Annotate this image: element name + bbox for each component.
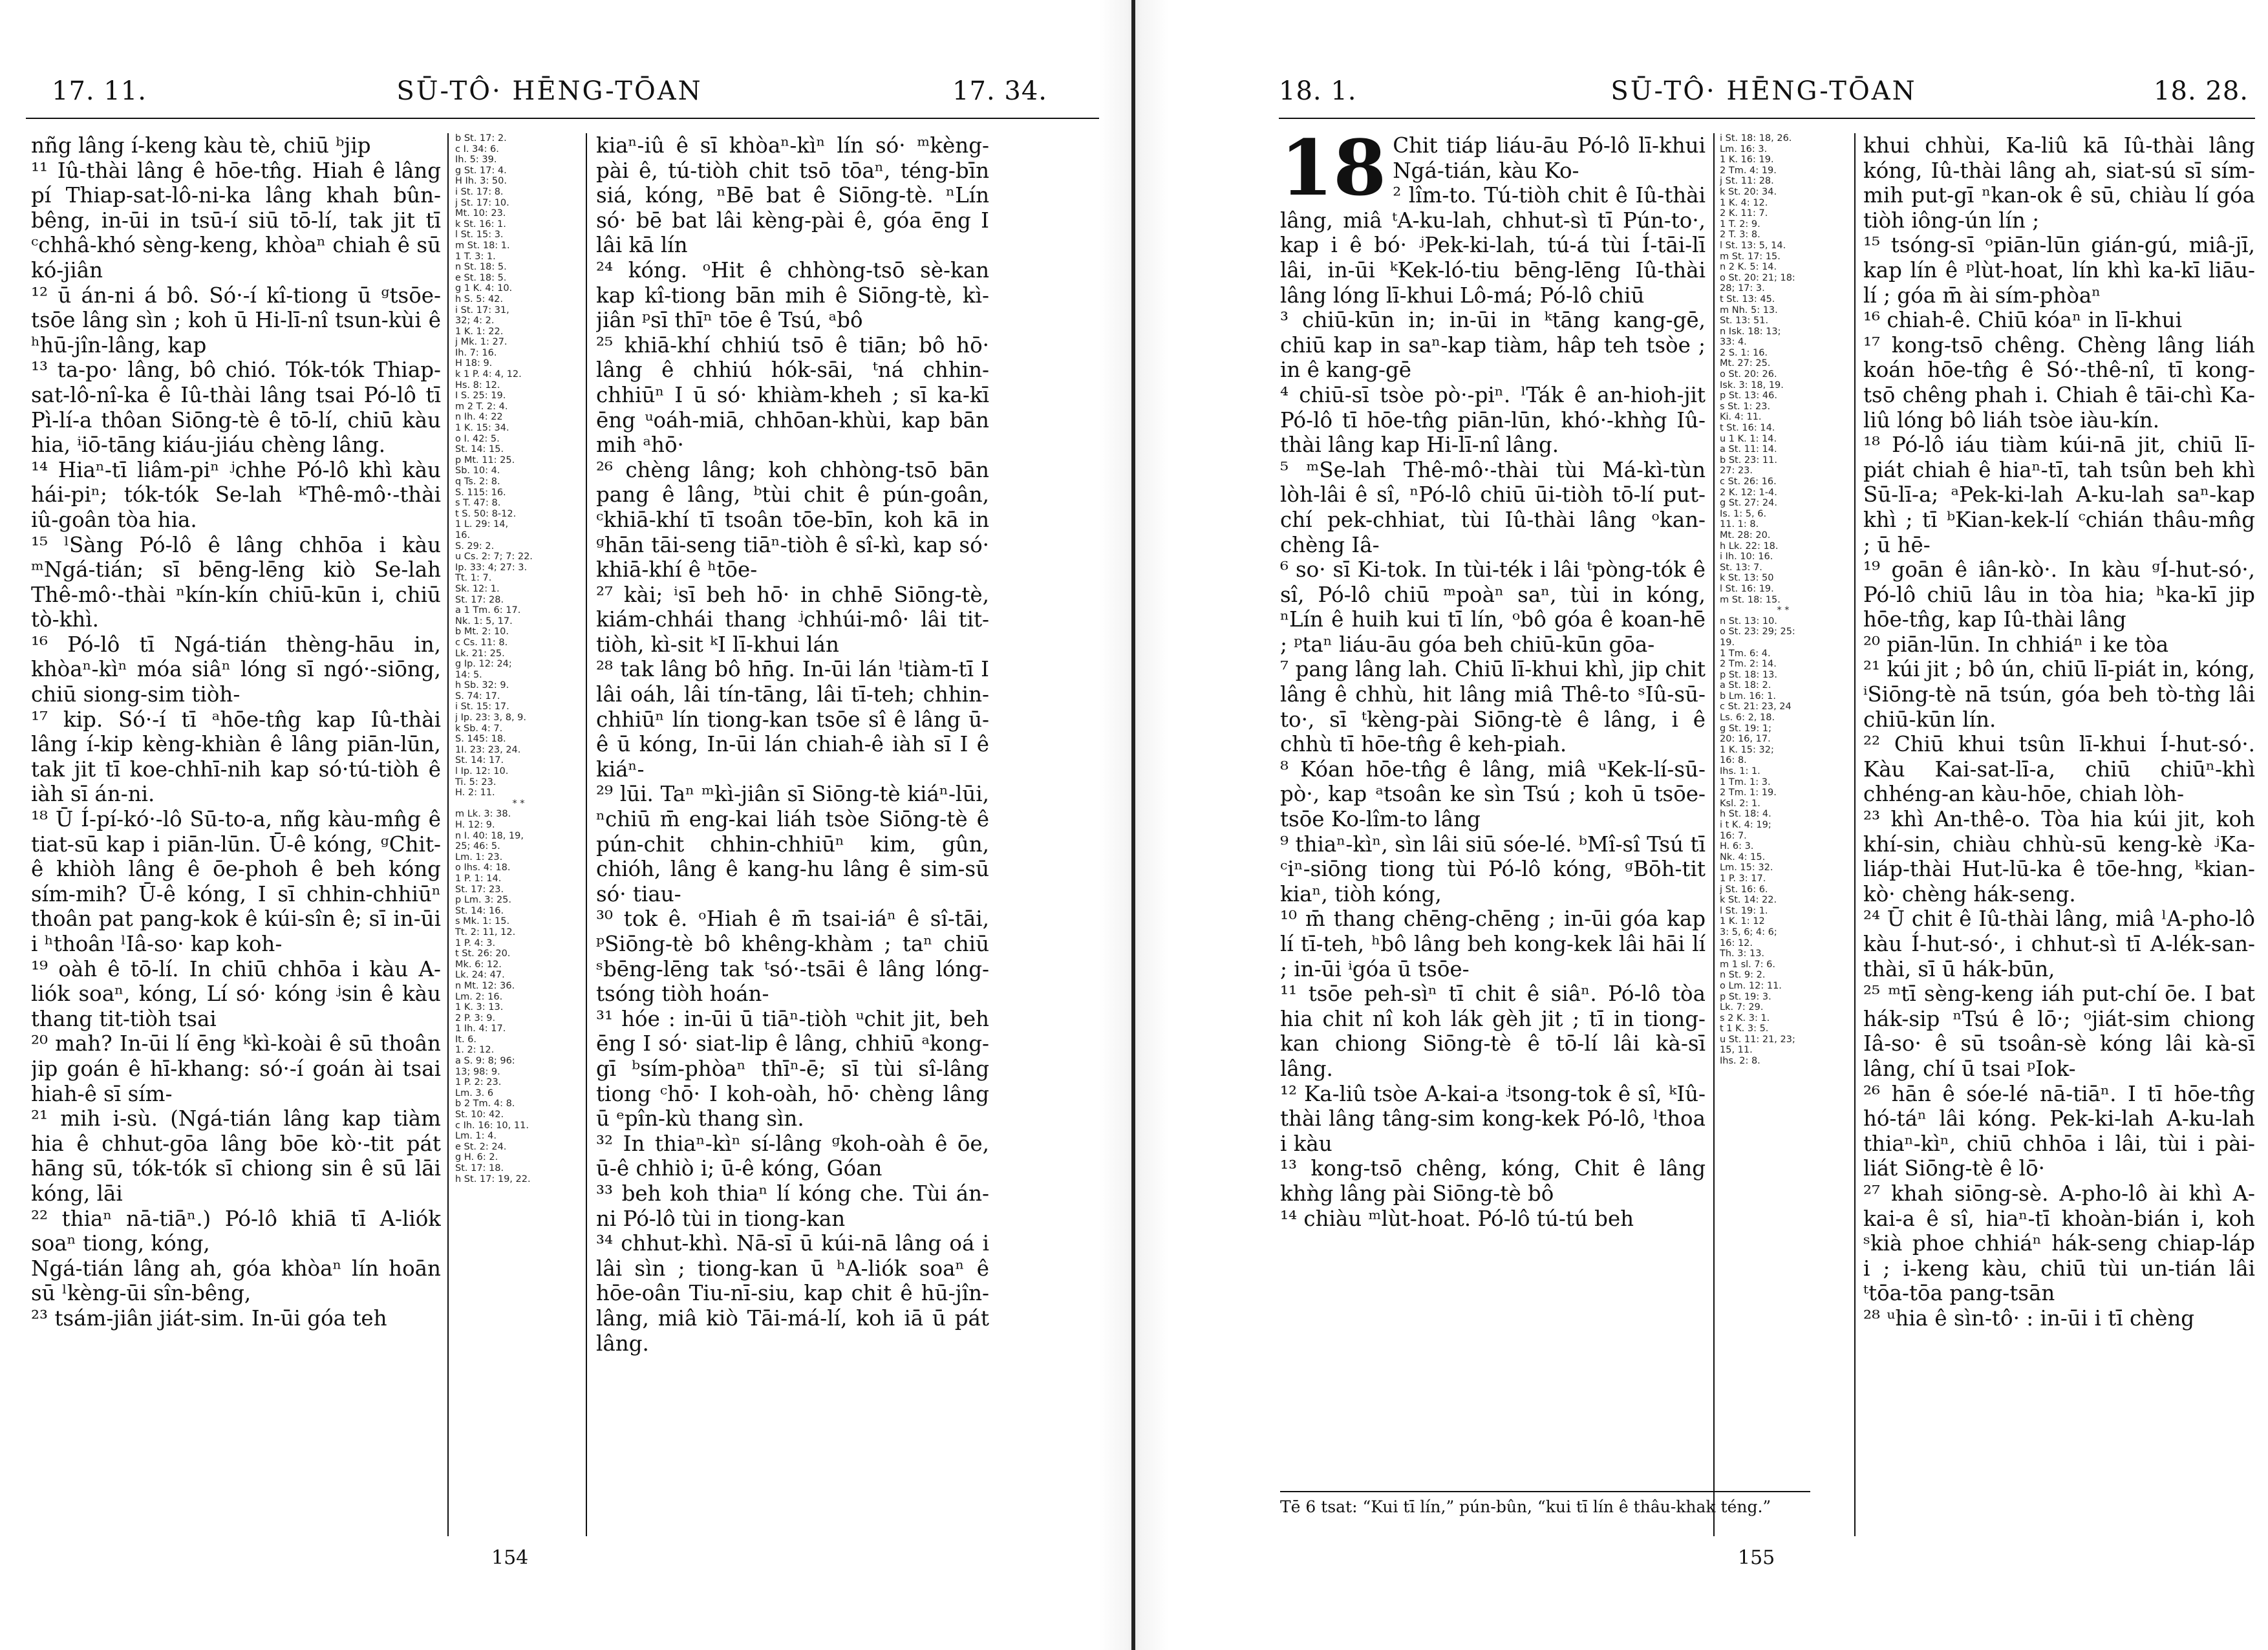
right-reference: t St. 13: 45. — [1720, 294, 1775, 305]
right-reference: 16: 12. — [1720, 938, 1753, 948]
right-reference: Ihs. 2: 8. — [1720, 1056, 1760, 1067]
left-reference: S. 74: 17. — [455, 691, 500, 702]
left-reference: * * — [512, 798, 525, 809]
left-reference: St. 10: 42. — [455, 1109, 504, 1120]
right-reference: 16: 7. — [1720, 830, 1747, 841]
right-reference: 2 K. 11: 7. — [1720, 208, 1768, 219]
right-reference: g St. 27: 24. — [1720, 498, 1777, 509]
right-reference: Isk. 3: 18, 19. — [1720, 380, 1784, 391]
right-reference: 1 T. 2: 9. — [1720, 219, 1760, 230]
left-reference: q Ts. 2: 8. — [455, 477, 500, 487]
left-page-number: 154 — [491, 1547, 529, 1569]
left-reference: i St. 15: 17. — [455, 702, 509, 712]
right-reference: 1 Tm. 6: 4. — [1720, 648, 1771, 659]
left-reference: e St. 2: 24. — [455, 1141, 507, 1152]
left-reference: p Mt. 11: 25. — [455, 455, 515, 466]
right-col2-paragraph: ¹⁹ goān ê iân-kò·. In kàu ᵍÍ-hut-só·, Pó-lô chiū lâu in tòa hia; ʰka-kī jip hōe-tn̂g, kap Iû-thài lâng — [1863, 557, 2255, 632]
right-col2-paragraph: ²² Chiū khui tsûn lī-khui Í-hut-só·. Kàu Kai-sat-lī-a, chiū chiūⁿ-khì chhéng-an kàu-hōe, chiah lòh- — [1863, 732, 2255, 807]
left-reference: s Mk. 1: 15. — [455, 916, 510, 927]
right-header-rule — [1279, 118, 2255, 119]
right-reference: o St. 20: 21; 18: — [1720, 272, 1795, 283]
right-col1-paragraph: ¹⁴ chiàu ᵐlùt-hoat. Pó-lô tú-tú beh — [1280, 1206, 1634, 1231]
right-reference: a St. 11: 14. — [1720, 444, 1777, 455]
left-col2-paragraph: ³⁰ tok ê. ᵒHiah ê m̄ tsai-iáⁿ ê sî-tāi, ᵖSiōng-tè bô khêng-khàm ; taⁿ chiū ˢbēng-lēng tak ᵗsó·-tsāi ê lâng lóng-tsóng tiòh hoán- — [596, 906, 989, 1007]
right-reference: * * — [1777, 605, 1790, 616]
right-reference: 1 Tm. 1: 3. — [1720, 777, 1771, 788]
left-col1-paragraph: ¹⁴ Hiaⁿ-tī liâm-piⁿ ʲchhe Pó-lô khì kàu hái-piⁿ; tók-tók Se-lah ᵏThê-mô·-thài iû-goân tòa hia. — [31, 457, 441, 532]
right-col1-paragraph: ² lîm-to. Tú-tiòh chit ê Iû-thài lâng, miâ ᵗA-ku-lah, chhut-sì tī Pún-to·, kap i ê bó· ʲPek-ki-lah, tú-á tùi Í-tāi-lī lâi, in-ūi ᵏKek-ló-tiu bēng-lēng Iû-thài lâng lóng lī-khui Lô-má; Pó-lô chiū — [1280, 183, 1706, 308]
left-reference: St. 14: 15. — [455, 444, 504, 455]
right-reference: n St. 9: 2. — [1720, 970, 1766, 981]
right-reference: c St. 21: 23, 24 — [1720, 702, 1792, 712]
left-col1-paragraph: ¹⁶ Pó-lô tī Ngá-tián thèng-hāu in, khòaⁿ-kìⁿ móa siâⁿ lóng sī ngó·-siōng, chiū siong-sim tiòh- — [31, 632, 441, 707]
right-reference: n Isk. 18: 13; — [1720, 326, 1781, 337]
right-reference: a St. 18: 2. — [1720, 680, 1771, 691]
right-reference: l St. 16: 19. — [1720, 583, 1774, 594]
left-col1-paragraph: ¹⁵ ˡSàng Pó-lô ê lâng chhōa i kàu ᵐNgá-tián; sī bēng-lēng kiò Se-lah Thê-mô·-thài ⁿkín-kín chiū-kūn i, chiū tò-khì. — [31, 532, 441, 632]
left-reference: g Ip. 12: 24; — [455, 659, 512, 670]
right-col1-paragraph: Chit tiáp liáu-āu Pó-lô lī-khui Ngá-tián, kàu Ko- — [1393, 133, 1706, 183]
right-reference: 1 K. 1: 12 — [1720, 916, 1765, 927]
right-reference: m St. 18: 15. — [1720, 594, 1781, 605]
right-reference: s St. 1: 23. — [1720, 401, 1771, 412]
right-header-chapter-start: 18. 1. — [1279, 76, 1357, 106]
right-reference: Is. 1: 5, 6. — [1720, 508, 1767, 519]
right-reference: Lm. 15: 32. — [1720, 862, 1773, 873]
right-col2-paragraph: ²⁴ Ū chit ê Iû-thài lâng, miâ ˡA-pho-lô kàu Í-hut-só·, i chhut-sì tī A-lék-san-thài, sī ū hák-būn, — [1863, 906, 2255, 981]
right-reference: p St. 13: 46. — [1720, 391, 1777, 402]
left-col1-paragraph: ¹⁷ kip. Só·-í tī ᵃhōe-tn̂g kap Iû-thài lâng í-kip kèng-khiàn ê lâng piān-lūn, tak jit tī koe-chhī-nih kap só·tú-tiòh ê iàh sī án-ni. — [31, 707, 441, 807]
right-column-rule-1 — [1713, 133, 1715, 1536]
right-reference: o Lm. 12: 11. — [1720, 980, 1782, 991]
right-reference: j St. 16: 6. — [1720, 884, 1768, 895]
left-col1-paragraph: ²¹ mih i-sù. (Ngá-tián lâng kap tiàm hia ê chhut-gōa lâng bōe kò·-tit pát hāng sū, tók-tók sī chiong sin ê sū lāi kóng, lāi — [31, 1106, 441, 1206]
left-col1-paragraph: nñg lâng í-keng kàu tè, chiū ᵇjip — [31, 133, 371, 158]
right-col2-paragraph: ¹⁸ Pó-lô iáu tiàm kúi-nā jit, chiū lī-piát chiah ê hiaⁿ-tī, tah tsûn beh khì Sū-lī-a; ᵃPek-ki-lah A-ku-lah saⁿ-kap khì ; tī ᵇKian-kek-lí ᶜchián thâu-mn̂g ; ū hē- — [1863, 433, 2255, 557]
right-reference: i t K. 4: 19; — [1720, 820, 1771, 830]
left-reference: 1I. 23: 23, 24. — [455, 744, 521, 755]
book-gutter — [1099, 0, 1169, 1650]
left-reference: I S. 25: 19. — [455, 391, 506, 402]
right-reference: u St. 11: 21, 23; — [1720, 1034, 1795, 1045]
right-reference: m Nh. 5: 13. — [1720, 305, 1778, 316]
left-reference: Lm. 1: 23. — [455, 852, 503, 862]
right-reference: 1 P. 3: 17. — [1720, 873, 1766, 884]
left-reference: n I. 40: 18, 19, — [455, 830, 524, 841]
left-reference: H Ih. 3: 50. — [455, 176, 507, 187]
right-reference: 1 K. 15: 32; — [1720, 744, 1774, 755]
left-col1-paragraph: ¹³ ta-po· lâng, bô chió. Tók-tók Thiap-sat-lô-nî-ka ê Iû-thài lâng tsai Pó-lô tī Pì-lí-a thôan Siōng-tè ê tō-lí, chiū kàu hia, ⁱiō-tāng kiáu-jiáu chèng lâng. — [31, 358, 441, 458]
right-col2-paragraph: ²⁰ piān-lūn. In chhiáⁿ i ke tòa — [1863, 632, 2169, 657]
right-reference: p St. 19: 3. — [1720, 991, 1771, 1002]
left-reference: 1 K. 3: 13. — [455, 1002, 504, 1013]
left-header-chapter-end: 17. 34. — [952, 76, 1047, 106]
right-reference: m 1 sl. 7: 6. — [1720, 959, 1775, 970]
left-reference: j Ip. 23: 3, 8, 9. — [455, 712, 527, 723]
left-reference: Ti. 5: 23. — [455, 777, 497, 788]
right-reference: Lm. 16: 3. — [1720, 144, 1768, 155]
left-reference: 1 Ih. 4: 17. — [455, 1023, 506, 1034]
right-col2-paragraph: ²⁶ hān ê sóe-lé nā-tiāⁿ. I tī hōe-tn̂g hó-táⁿ lâi kóng. Pek-ki-lah A-ku-lah thiaⁿ-kìⁿ, chiū chhōa i lâi, tùi i pài-liát Siōng-tè ê lō· — [1863, 1081, 2255, 1181]
right-page-number: 155 — [1738, 1547, 1775, 1569]
left-running-header — [52, 76, 1047, 115]
right-running-header — [1279, 76, 2249, 115]
left-header-rule — [26, 118, 1099, 119]
right-reference: t St. 16: 14. — [1720, 423, 1775, 434]
right-reference: 19. — [1720, 637, 1735, 648]
left-reference: c Cs. 11: 8. — [455, 637, 508, 648]
left-reference: Sb. 10: 4. — [455, 466, 500, 477]
right-reference: 1 K. 4: 12. — [1720, 197, 1768, 208]
left-reference: St. 17: 28. — [455, 594, 504, 605]
left-reference: c I. 34: 6. — [455, 144, 499, 155]
right-reference: i St. 18: 18, 26. — [1720, 133, 1792, 144]
right-reference: b Lm. 16: 1. — [1720, 691, 1777, 702]
right-reference: b St. 23: 11. — [1720, 455, 1777, 466]
left-reference: Sk. 12: 1. — [455, 583, 500, 594]
right-reference: g St. 19: 1; — [1720, 723, 1771, 734]
right-reference: p St. 18: 13. — [1720, 669, 1777, 680]
right-col1-paragraph: ¹⁰ m̄ thang chēng-chēng ; in-ūi góa kap lí tī-teh, ʰbô lâng beh kong-kek lâi hāi lí ; in-ūi ⁱgóa ū tsōe- — [1280, 906, 1706, 981]
right-col2-paragraph: ²⁷ khah siōng-sè. A-pho-lô ài khì A-kai-a ê sî, hiaⁿ-tī khoàn-bián i, koh ˢkià phoe chhiáⁿ hák-seng chiap-láp i ; i-keng kàu, chiū tùi un-tián lâi ᵗtōa-tōa pang-tsān — [1863, 1181, 2255, 1306]
left-reference: 1 P. 1: 14. — [455, 873, 502, 884]
left-reference: l St. 15: 3. — [455, 230, 504, 241]
left-reference: St. 17: 18. — [455, 1163, 504, 1173]
left-reference: Lm. 1: 4. — [455, 1131, 497, 1142]
right-col1-paragraph: ⁷ pang lâng lah. Chiū lī-khui khì, jip chit lâng ê chhù, hit lâng miâ Thê-to ˢIû-sū-to·, sī ᵗkèng-pài Siōng-tè ê lâng, i ê chhù tī hōe-tn̂g ê keh-piah. — [1280, 657, 1706, 757]
left-col1-paragraph: ²³ tsám-jiân jiát-sim. In-ūi góa teh — [31, 1305, 387, 1331]
left-reference: Mk. 6: 12. — [455, 959, 502, 970]
left-reference: Ih. 7: 16. — [455, 347, 497, 358]
left-reference: t St. 26: 20. — [455, 948, 511, 959]
left-col1-paragraph: ¹⁹ oàh ê tō-lí. In chiū chhōa i kàu A-liók soaⁿ, kóng, Lí só· kóng ʲsin ê kàu thang tit-tiòh tsai — [31, 956, 441, 1031]
left-reference: b St. 17: 2. — [455, 133, 507, 144]
right-reference: 11. 1: 8. — [1720, 519, 1759, 530]
right-col2-paragraph: khui chhùi, Ka-liû kā Iû-thài lâng kóng, Iû-thài lâng ah, siat-sú sī sím-mih put-gī ⁿkan-ok ê sū, chiàu lí góa tiòh iông-ún lín ; — [1863, 133, 2255, 233]
left-col2-paragraph: ²⁶ chèng lâng; koh chhòng-tsō bān pang ê lâng, ᵇtùi chit ê pún-goân, ᶜkhiā-khí tī tsoân tōe-bīn, koh kā in ᵍhān tāi-seng tiāⁿ-tiòh ê sî-kì, kap só· khiā-khí ê ʰtōe- — [596, 457, 989, 583]
left-page — [0, 0, 1099, 1650]
left-reference: 1 P. 2: 23. — [455, 1077, 502, 1088]
left-reference: j St. 17: 10. — [455, 197, 509, 208]
left-reference: a 1 Tm. 6: 17. — [455, 605, 521, 616]
left-reference: l Ip. 12: 10. — [455, 766, 509, 777]
book-spine — [1131, 0, 1135, 1650]
right-text-column-2 — [1863, 133, 2255, 1543]
left-col2-paragraph: ²⁹ lūi. Taⁿ ᵐkì-jiân sī Siōng-tè kiáⁿ-lūi, ⁿchiū m̄ eng-kai liáh tsòe Siōng-tè ê pún-chit chhin-chhiūⁿ kim, gûn, chióh, lâng ê kang-hu lâng ê sim-sū só· tiau- — [596, 782, 989, 906]
left-header-chapter-start: 17. 11. — [52, 76, 147, 106]
left-col2-paragraph: ³¹ hóe : in-ūi ū tiāⁿ-tiòh ᵘchit jit, beh ēng I só· siat-lip ê lâng, chhiū ᵃkong-gī ᵇsím-phòaⁿ thīⁿ-ē; sī tùi sî-lâng tiong ᶜhō· I koh-oàh, hō· chèng lâng ū ᵉpîn-kù thang sìn. — [596, 1006, 989, 1131]
right-column-rule-2 — [1854, 133, 1856, 1536]
right-reference: 2 T. 3: 8. — [1720, 230, 1760, 241]
left-reference: k St. 16: 1. — [455, 219, 506, 230]
right-header-title: SŪ-TÔ· HĒNG-TŌAN — [1610, 76, 1917, 106]
left-reference: H. 12: 9. — [455, 820, 495, 830]
left-reference: S. 29: 2. — [455, 541, 495, 552]
left-reference: Nk. 1: 5, 17. — [455, 616, 513, 627]
left-col2-paragraph: kiaⁿ-iû ê sī khòaⁿ-kìⁿ lín só· ᵐkèng-pài ê, tú-tiòh chit tsō tōaⁿ, téng-bīn siá, kóng, ⁿBē bat ê Siōng-tè. ⁿLín só· bē bat lâi kèng-pài ê, góa ēng I lâi kā lín — [596, 133, 989, 258]
left-reference: n Mt. 12: 36. — [455, 980, 515, 991]
left-reference: 13; 98: 9. — [455, 1066, 500, 1077]
left-reference: a S. 9: 8; 96: — [455, 1056, 515, 1067]
left-reference: S. 115: 16. — [455, 487, 506, 498]
left-reference: 1. 2: 12. — [455, 1045, 495, 1056]
left-reference: S. 145: 18. — [455, 734, 506, 745]
left-col1-paragraph: ¹⁸ Ū Í-pí-kó·-lô Sū-to-a, nñg kàu-mn̂g ê tiat-sū kap i piān-lūn. Ū-ê kóng, ᵍChit-ê khiòh lâng ê ōe-phoh ê beh kóng sím-mih? Ū-ê kóng, I sī chhin-chhiūⁿ thoân pat pang-kok ê kúi-sîn ê; sī in-ūi i ʰthoân ˡIâ-so· kap koh- — [31, 807, 441, 956]
right-reference: Mt. 27: 25. — [1720, 358, 1771, 369]
left-reference: Tt. 2: 11, 12. — [455, 927, 516, 938]
right-col1-paragraph: ⁸ Kóan hōe-tn̂g ê lâng, miâ ᵘKek-lí-sū-pò·, kap ᵃtsoân ke sìn Tsú ; koh ū tsōe-tsōe Ko-lîm-to lâng — [1280, 756, 1706, 832]
left-reference: 1 P. 4: 3. — [455, 938, 496, 948]
left-reference: h Sb. 32: 9. — [455, 680, 509, 691]
left-reference: b Mt. 2: 10. — [455, 627, 509, 638]
left-reference: i St. 17: 8. — [455, 186, 504, 197]
left-reference: g St. 17: 4. — [455, 165, 507, 176]
left-text-column-1 — [31, 133, 441, 1543]
right-reference: 16: 8. — [1720, 755, 1747, 766]
left-reference: St. 17: 23. — [455, 884, 504, 895]
left-reference: j Mk. 1: 27. — [455, 337, 508, 348]
left-reference: 32; 4: 2. — [455, 316, 495, 327]
right-reference: c St. 26: 16. — [1720, 477, 1777, 487]
left-reference: St. 14: 17. — [455, 755, 504, 766]
left-reference: k Sb. 4: 7. — [455, 723, 503, 734]
left-reference: c Ih. 16: 10, 11. — [455, 1120, 529, 1131]
right-col1-paragraph: ⁶ so· sī Ki-tok. In tùi-ték i lâi ᵗpòng-tók ê sî, Pó-lô chiū ᵐpoàⁿ saⁿ, tùi in kóng, ⁿLín ê huih kui tī lín, ᵒbô góa ê koan-hē ; ᵖtaⁿ liáu-āu góa beh chiū-kūn gōa- — [1280, 557, 1706, 657]
left-col1-paragraph: ²⁰ mah? In-ūi lí ēng ᵏkì-koài ê sū thoân jip goán ê hī-khang: só·-í goán ài tsai hiah-ê sī sím- — [31, 1031, 441, 1106]
left-col1-paragraph: Ngá-tián lâng ah, góa khòaⁿ lín hoān sū ˡkèng-ūi sîn-bêng, — [31, 1256, 441, 1306]
right-col2-paragraph: ²³ khì An-thê-o. Tòa hia kúi jit, koh khí-sin, chiàu chhù-sū keng-kè ʲKa-liáp-thài Hut-lū-ka ê tōe-hng, ᵏkian-kò· chèng hák-seng. — [1863, 807, 2255, 906]
right-text-column-1 — [1280, 133, 1706, 1543]
right-reference: Lk. 7: 29. — [1720, 1002, 1764, 1013]
left-col1-paragraph: ¹¹ Iû-thài lâng ê hōe-tn̂g. Hiah ê lâng pí Thiap-sat-lô-ni-ka lâng khah bûn-bêng, in-ūi in tsū-í siū tō-lí, tak jit tī ᶜchhâ-khó sèng-keng, khòaⁿ chiah ê sū kó-jiân — [31, 158, 441, 283]
right-reference: Ls. 6: 2, 18. — [1720, 712, 1775, 723]
right-col1-paragraph: ⁹ thiaⁿ-kìⁿ, sìn lâi siū sóe-lé. ᵇMî-sî Tsú tī ᶜiⁿ-siōng tiong tùi Pó-lô kóng, ᵍBōh-tit kiaⁿ, tiòh kóng, — [1280, 831, 1706, 906]
right-reference: 28; 17: 3. — [1720, 283, 1765, 294]
right-reference: 2 K. 12: 1-4. — [1720, 487, 1777, 498]
left-col2-paragraph: ³² In thiaⁿ-kìⁿ sí-lâng ᵍkoh-oàh ê ōe, ū-ê chhiò i; ū-ê kóng, Góan — [596, 1131, 989, 1181]
left-reference: e St. 18: 5. — [455, 272, 507, 283]
right-reference: l St. 19: 1. — [1720, 905, 1768, 916]
right-reference: o St. 23: 29; 25: — [1720, 627, 1795, 638]
left-reference: m St. 18: 1. — [455, 240, 510, 251]
footnote: Tē 6 tsat: “Kui tī lín,” pún-bûn, “kui tī lín ê thâu-khak téng.” — [1280, 1491, 1810, 1517]
left-col2-paragraph: ²⁵ khiā-khí chhiú tsō ê tiān; bô hō· lâng ê chhiú hók-sāi, ᵗná chhin-chhiūⁿ I ū só· khiàm-kheh ; sī ka-kī ēng ᵘoáh-miā, chhōan-khùi, kap bān mih ᵃhō· — [596, 332, 989, 458]
left-reference: m 2 T. 2: 4. — [455, 401, 508, 412]
left-reference: b 2 Tm. 4: 8. — [455, 1098, 515, 1109]
right-reference: s 2 K. 3: 1. — [1720, 1012, 1770, 1023]
left-reference: Ip. 33: 4; 27: 3. — [455, 562, 528, 573]
left-cross-references — [455, 133, 582, 1543]
left-reference: p Lm. 3: 25. — [455, 895, 512, 906]
right-reference: h St. 18: 4. — [1720, 809, 1771, 820]
right-col2-paragraph: ²¹ kúi jit ; bô ún, chiū lī-piát in, kóng, ⁱSiōng-tè nā tsún, góa beh tò-tǹg lâi chiū-kūn lín. — [1863, 657, 2255, 732]
left-reference: t S. 50: 8-12. — [455, 508, 517, 519]
left-reference: n Ih. 4: 22 — [455, 412, 503, 423]
right-reference: l St. 13: 5, 14. — [1720, 240, 1786, 251]
left-reference: o I. 42: 5. — [455, 433, 500, 444]
left-column-rule-1 — [447, 133, 449, 1536]
left-reference: g H. 6: 2. — [455, 1152, 498, 1163]
left-reference: Hs. 8: 12. — [455, 380, 500, 391]
left-reference: Ih. 5: 39. — [455, 155, 497, 166]
left-col2-paragraph: ³⁴ chhut-khì. Nā-sī ū kúi-nā lâng oá i lâi sìn ; tiong-kan ū ʰA-liók soaⁿ ê hōe-oân Tiu-nī-siu, kap chit ê hū-jîn-lâng, miâ kiò Tāi-má-lí, koh iā ū pát lâng. — [596, 1231, 989, 1356]
right-col1-paragraph: ¹¹ tsōe peh-sìⁿ tī chit ê siâⁿ. Pó-lô tòa hia chit nî koh lák gèh jit ; tī in tiong-kan chiong Siōng-tè ê tō-lí lâi kà-sī lâng. — [1280, 981, 1706, 1081]
right-reference: n St. 13: 10. — [1720, 616, 1777, 627]
left-reference: s T. 47: 8. — [455, 498, 501, 509]
left-col2-paragraph: ²⁷ kài; ⁱsī beh hō· in chhē Siōng-tè, kiám-chhái thang ʲchhúi-mô· lâi tit-tiòh, kì-sit ᵏI lī-khui lán — [596, 582, 989, 657]
right-cross-references — [1720, 133, 1846, 1543]
right-reference: St. 13: 7. — [1720, 562, 1762, 573]
right-reference: k St. 13: 50 — [1720, 573, 1774, 584]
left-reference: Lm. 3. 6 — [455, 1088, 494, 1098]
right-reference: Nk. 4: 15. — [1720, 852, 1766, 862]
left-reference: 16. — [455, 530, 471, 541]
right-reference: 2 Tm. 4: 19. — [1720, 165, 1777, 176]
left-reference: u Cs. 2: 7; 7: 22. — [455, 552, 533, 562]
left-reference: 1 K. 15: 34. — [455, 423, 509, 434]
right-col2-paragraph: ²⁵ ᵐtī sèng-keng iáh put-chí ōe. I bat hák-sip ⁿTsú ê lō·; ᵒjiát-sim chiong Iâ-so· ê sū tsoân-sè kóng lâi kà-sī lâng, chí ū tsai ᵖIok- — [1863, 981, 2255, 1081]
left-reference: k 1 P. 4: 4, 12. — [455, 369, 522, 380]
right-col2-paragraph: ¹⁵ tsóng-sī ᵒpiān-lūn gián-gú, miâ-jī, kap lín ê ᵖlùt-hoat, lín khì ka-kī liāu-lí ; góa m̄ ài sím-phòaⁿ — [1863, 233, 2255, 308]
right-col2-paragraph: ¹⁷ kong-tsō chêng. Chèng lâng liáh koán hōe-tn̂g ê Só·-thê-nî, tī kong-tsō chêng phah i. Chiah ê tāi-chì Ka-liû lóng bô liáh tsòe iàu-kín. — [1863, 332, 2255, 433]
left-reference: 1 K. 1: 22. — [455, 326, 504, 337]
right-reference: 2 S. 1: 16. — [1720, 347, 1768, 358]
right-reference: t 1 K. 3: 5. — [1720, 1023, 1769, 1034]
right-reference: 20: 16, 17. — [1720, 734, 1771, 745]
left-reference: 1 L. 29: 14, — [455, 519, 509, 530]
left-reference: h St. 17: 19, 22. — [455, 1173, 531, 1184]
right-reference: 1 K. 16: 19. — [1720, 155, 1774, 166]
left-reference: 2 P. 3: 9. — [455, 1012, 496, 1023]
left-reference: h S. 5: 42. — [455, 294, 504, 305]
left-reference: Lm. 2: 16. — [455, 991, 503, 1002]
right-reference: 3: 5, 6; 4: 6; — [1720, 927, 1777, 938]
chapter-drop-number: 18 — [1280, 133, 1387, 213]
right-reference: u 1 K. 1: 14. — [1720, 433, 1777, 444]
right-reference: 2 Tm. 1: 19. — [1720, 788, 1777, 798]
left-reference: n St. 18: 5. — [455, 262, 507, 273]
left-reference: Tt. 1: 7. — [455, 573, 492, 584]
right-reference: 2 Tm. 2: 14. — [1720, 659, 1777, 670]
right-reference: m St. 17: 15. — [1720, 251, 1781, 262]
left-reference: m Lk. 3: 38. — [455, 809, 511, 820]
left-col1-paragraph: ²² thiaⁿ nā-tiāⁿ.) Pó-lô khiā tī A-liók soaⁿ tiong, kóng, — [31, 1206, 441, 1256]
left-reference: o Ihs. 4: 18. — [455, 862, 511, 873]
right-reference: 15, 11. — [1720, 1045, 1753, 1056]
left-col2-paragraph: ²⁴ kóng. ᵒHit ê chhòng-tsō sè-kan kap kî-tiong bān mih ê Siōng-tè, kì-jiân ᵖsī thīⁿ tōe ê Tsú, ᵃbô — [596, 257, 989, 333]
right-col2-paragraph: ¹⁶ chiah-ê. Chiū kóaⁿ in lī-khui — [1863, 308, 2182, 333]
left-reference: St. 14: 16. — [455, 905, 504, 916]
left-text-column-2 — [596, 133, 989, 1543]
left-reference: H 18: 9. — [455, 358, 493, 369]
left-reference: 14: 5. — [455, 669, 482, 680]
right-reference: n 2 K. 5: 14. — [1720, 262, 1777, 273]
left-col2-paragraph: ²⁸ tak lâng bô hn̄g. In-ūi lán ˡtiàm-tī I lâi oáh, lâi tín-tāng, lâi tī-teh; chhin-chhiūⁿ lín tiong-kan tsōe sî ê lâng ū-ê ū kóng, In-ūi lán chiah-ê iàh sī I ê kiáⁿ- — [596, 657, 989, 782]
left-reference: i St. 17: 31, — [455, 305, 509, 316]
right-col1-paragraph: ⁴ chiū-sī tsòe pò·-piⁿ. ˡTák ê an-hioh-jit Pó-lô tī hōe-tn̂g piān-lūn, khó·-khǹg Iû-thài lâng kap Hi-lī-nî lâng. — [1280, 382, 1706, 458]
right-reference: St. 13: 51. — [1720, 316, 1769, 327]
right-reference: k St. 14: 22. — [1720, 895, 1777, 906]
right-col1-paragraph: ⁵ ᵐSe-lah Thê-mô·-thài tùi Má-kì-tùn lòh-lâi ê sî, ⁿPó-lô chiū ūi-tiòh tō-lí put-chí pek-chhiat, tùi Iû-thài lâng ᵒkan-chèng Iâ- — [1280, 457, 1706, 557]
left-reference: 1 T. 3: 1. — [455, 251, 496, 262]
right-reference: 27: 23. — [1720, 466, 1753, 477]
left-col2-paragraph: ³³ beh koh thiaⁿ lí kóng che. Tùi án-ni Pó-lô tùi in tiong-kan — [596, 1181, 989, 1231]
left-column-rule-2 — [586, 133, 587, 1536]
right-reference: h Lk. 22: 18. — [1720, 541, 1779, 552]
right-reference: Ksl. 2: 1. — [1720, 798, 1760, 809]
right-reference: 33: 4. — [1720, 337, 1747, 348]
left-reference: Mt. 10: 23. — [455, 208, 506, 219]
right-col1-paragraph: ¹² Ka-liû tsòe A-kai-a ʲtsong-tok ê sî, ᵏIû-thài lâng tâng-sim kong-kek Pó-lô, ˡthoa i kàu — [1280, 1081, 1706, 1156]
right-reference: Th. 3: 13. — [1720, 948, 1765, 959]
right-reference: Mt. 28: 20. — [1720, 530, 1771, 541]
left-reference: H. 2: 11. — [455, 788, 495, 798]
right-reference: j St. 11: 28. — [1720, 176, 1774, 187]
left-col1-paragraph: ¹² ū án-ni á bô. Só·-í kî-tiong ū ᵍtsōe-tsōe lâng sìn ; koh ū Hi-lī-nî tsun-kùi ê ʰhū-jîn-lâng, kap — [31, 283, 441, 358]
left-reference: Lk. 21: 25. — [455, 648, 505, 659]
right-reference: k St. 20: 34. — [1720, 186, 1777, 197]
right-col1-paragraph: ¹³ kong-tsō chêng, kóng, Chit ê lâng khǹg lâng pài Siōng-tè bô — [1280, 1156, 1706, 1206]
right-col1-paragraph: ³ chiū-kūn in; in-ūi in ᵏtāng kang-gē, chiū kap in saⁿ-kap tiàm, hâp teh tsòe ; in ê kang-gē — [1280, 308, 1706, 383]
right-reference: Ihs. 1: 1. — [1720, 766, 1760, 777]
right-reference: o St. 20: 26. — [1720, 369, 1777, 380]
right-reference: Ki. 4: 11. — [1720, 412, 1762, 423]
right-reference: i Ih. 10: 16. — [1720, 552, 1773, 562]
left-header-title: SŪ-TÔ· HĒNG-TŌAN — [396, 76, 703, 106]
left-reference: It. 6. — [455, 1034, 477, 1045]
left-reference: Lk. 24: 47. — [455, 970, 505, 981]
left-reference: g 1 K. 4: 10. — [455, 283, 513, 294]
right-page — [1169, 0, 2268, 1650]
right-col2-paragraph: ²⁸ ᵘhia ê sìn-tô· : in-ūi i tī chèng — [1863, 1305, 2195, 1331]
left-reference: 25; 46: 5. — [455, 841, 500, 852]
right-reference: H. 6: 3. — [1720, 841, 1754, 852]
right-header-chapter-end: 18. 28. — [2154, 76, 2249, 106]
